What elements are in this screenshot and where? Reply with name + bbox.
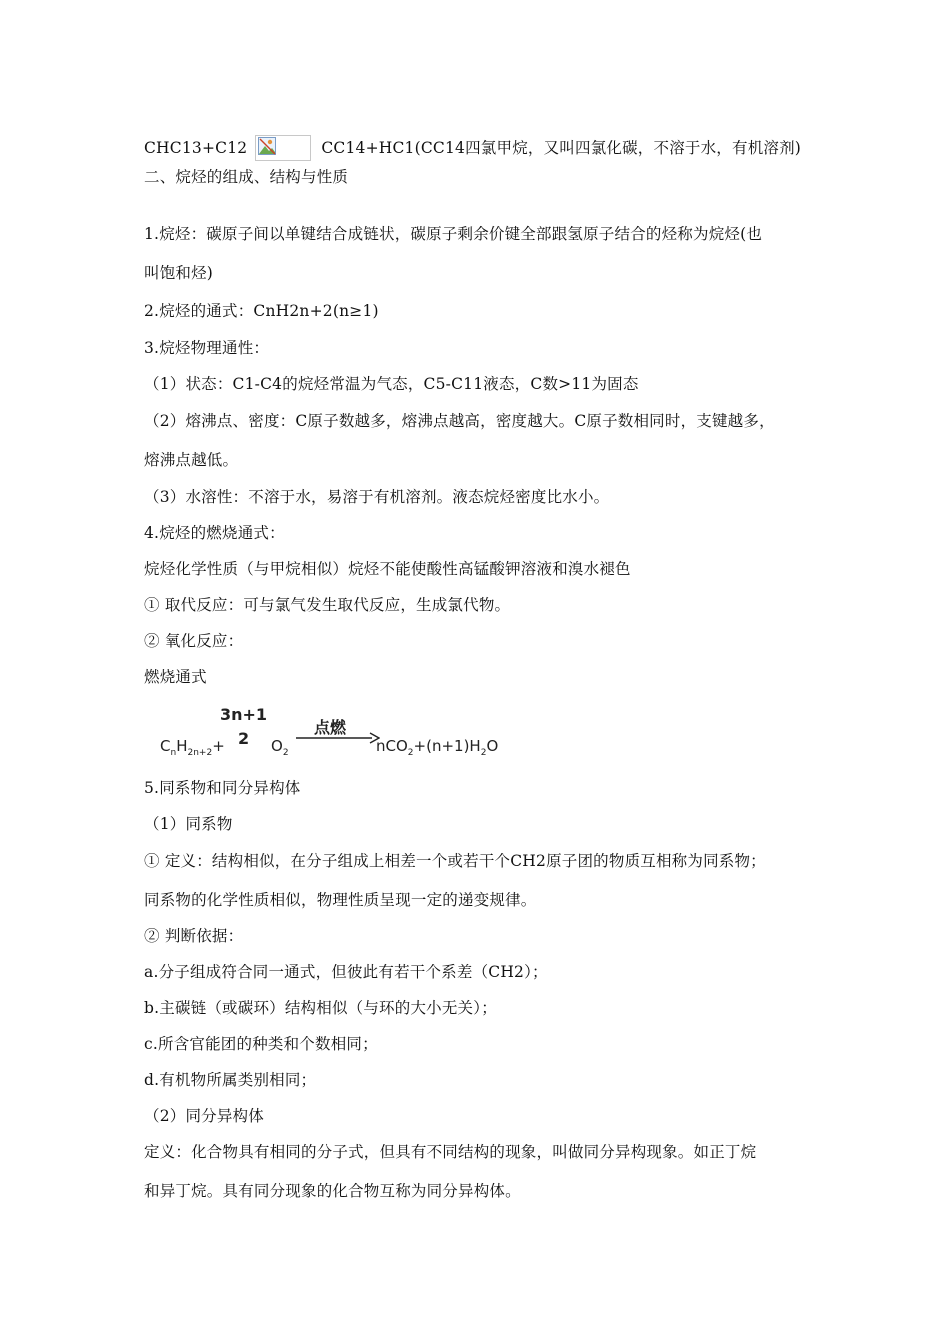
- text-line: （2）同分异构体: [144, 1107, 264, 1125]
- reaction-arrow-icon: [296, 731, 380, 745]
- text-line: 1.烷烃：碳原子间以单键结合成链状，碳原子剩余价键全部跟氢原子结合的烃称为烷烃(也: [144, 225, 763, 243]
- text-line: 2.烷烃的通式：CnH2n+2(n≥1): [144, 302, 379, 320]
- text-line: ① 取代反应：可与氯气发生取代反应，生成氯代物。: [144, 596, 511, 614]
- fraction-numerator: 3n+1: [220, 705, 268, 724]
- text-line: 定义：化合物具有相同的分子式，但具有不同结构的现象，叫做同分异构现象。如正丁烷: [144, 1143, 757, 1161]
- products-text: CC14+HC1(CC14四氯甲烷，又叫四氯化碳，不溶于水，有机溶剂): [321, 139, 802, 157]
- reaction-line: [144, 135, 801, 161]
- fraction-denominator: 2: [238, 729, 250, 748]
- text-line: 5.同系物和同分异构体: [144, 779, 301, 797]
- text-line: a.分子组成符合同一通式，但彼此有若干个系差（CH2）；: [144, 963, 548, 981]
- text-line: （3）水溶性：不溶于水，易溶于有机溶剂。液态烷烃密度比水小。: [144, 488, 610, 506]
- text-line: 叫饱和烃): [144, 264, 214, 282]
- text-line: 燃烧通式: [144, 668, 207, 686]
- text-line: 4.烷烃的燃烧通式：: [144, 524, 285, 542]
- text-line: （1）状态：C1-C4的烷烃常温为气态，C5-C11液态，C数>11为固态: [144, 375, 639, 393]
- text-line: ① 定义：结构相似，在分子组成上相差一个或若干个CH2原子团的物质互相称为同系物；: [144, 852, 766, 870]
- text-line: 同系物的化学性质相似，物理性质呈现一定的递变规律。: [144, 891, 537, 909]
- text-line: b.主碳链（或碳环）结构相似（与环的大小无关）；: [144, 999, 497, 1017]
- oxygen-formula: $O_2$: [271, 737, 289, 758]
- text-line: ② 判断依据：: [144, 927, 244, 945]
- reactants-text: CHC13+C12: [144, 139, 248, 157]
- text-line: （1）同系物: [144, 815, 233, 833]
- text-line: c.所含官能团的种类和个数相同；: [144, 1035, 378, 1053]
- text-line: 和异丁烷。具有同分现象的化合物互称为同分异构体。: [144, 1182, 521, 1200]
- broken-image-icon: [255, 135, 311, 161]
- text-line: ② 氧化反应：: [144, 632, 244, 650]
- products-formula: $nCO_2+(n+1)H_2O$: [376, 737, 499, 758]
- reaction-condition: 点燃: [314, 718, 347, 737]
- alkane-formula: $C_nH_{2n+2}+$: [160, 737, 225, 758]
- text-line: 烷烃化学性质（与甲烷相似）烷烃不能使酸性高锰酸钾溶液和溴水褪色: [144, 560, 631, 578]
- combustion-formula: [158, 703, 518, 763]
- text-line: （2）熔沸点、密度：C原子数越多，熔沸点越高，密度越大。C原子数相同时，支键越多，: [144, 412, 775, 430]
- text-line: 熔沸点越低。: [144, 451, 239, 469]
- text-line: 3.烷烃物理通性：: [144, 339, 270, 357]
- text-line: d.有机物所属类别相同；: [144, 1071, 317, 1089]
- text-line: 二、烷烃的组成、结构与性质: [144, 168, 349, 186]
